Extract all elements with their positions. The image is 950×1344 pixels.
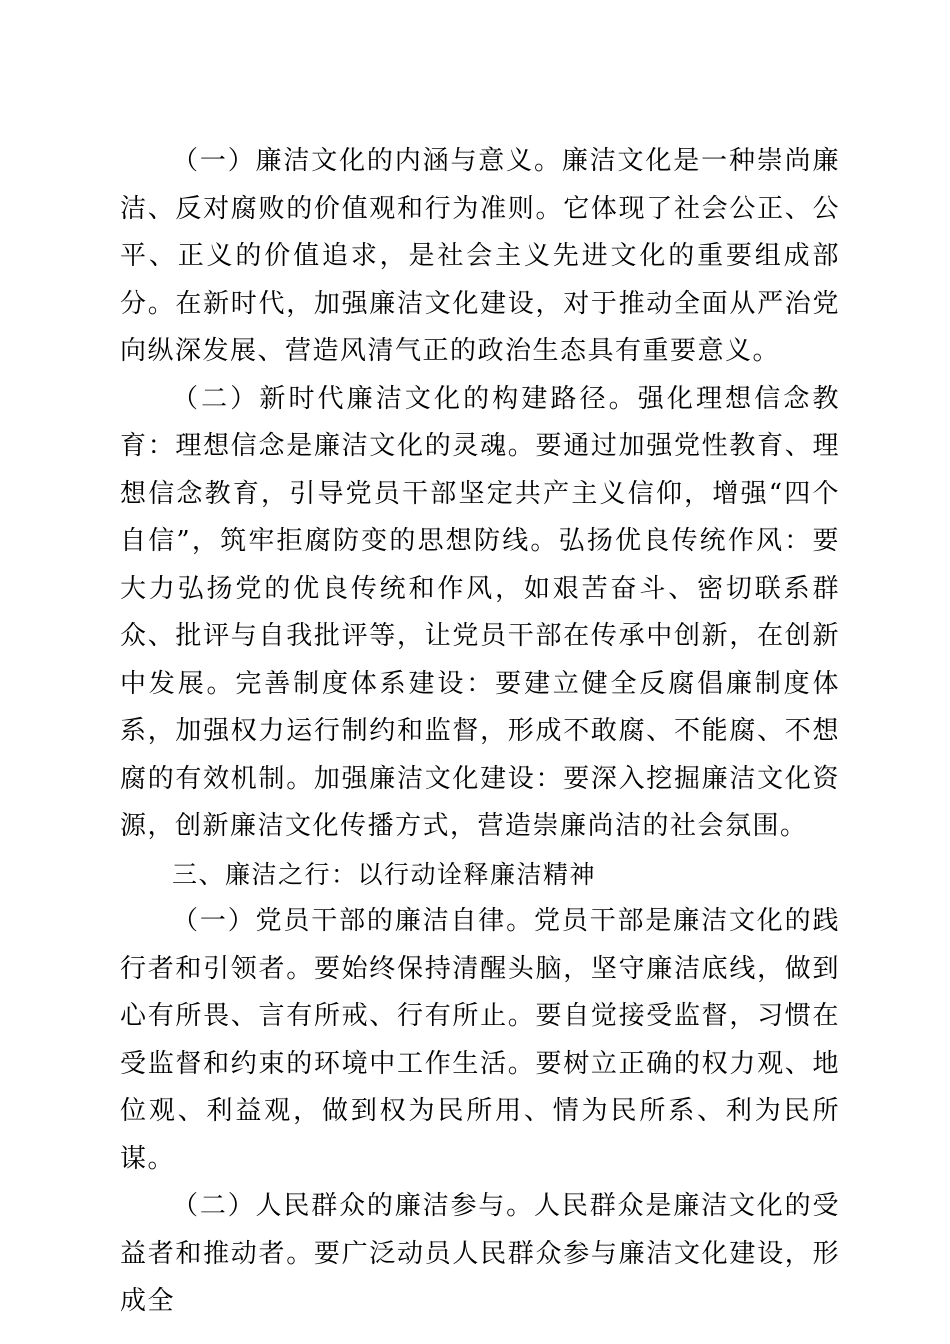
paragraph-body: 强化理想信念教育：理想信念是廉洁文化的灵魂。要通过加强党性教育、理想信念教育，引导党员干部坚定共产主义信仰，增强“四个自信”，筑牢拒腐防变的思想防线。弘扬优良传统作风：要大力弘扬党的优良传统和作风，如艰苦奋斗、密切联系群众、批评与自我批评等，让党员干部在传承中创新，在创新中发展。完善制度体系建设：要建立健全反腐倡廉制度体系，加强权力运行制约和监督，形成不敢腐、不能腐、不想腐的有效机制。加强廉洁文化建设：要深入挖掘廉洁文化资源，创新廉洁文化传播方式，营造崇廉尚洁的社会氛围。 xyxy=(120,383,840,841)
paragraph-lead: （二）人民群众的廉洁参与。 xyxy=(172,1191,535,1221)
paragraph-lead: （一）党员干部的廉洁自律。 xyxy=(172,906,535,936)
section-heading: 三、廉洁之行：以行动诠释廉洁精神 xyxy=(172,859,597,889)
paragraph-body: 人民群众是廉洁文化的受益者和推动者。要广泛动员人民群众参与廉洁文化建设，形成全 xyxy=(120,1191,840,1316)
paragraph-body: 廉洁文化是一种崇尚廉洁、反对腐败的价值观和行为准则。它体现了社会公正、公平、正义的价值追求，是社会主义先进文化的重要组成部分。在新时代，加强廉洁文化建设，对于推动全面从严治党向纵深发展、营造风清气正的政治生态具有重要意义。 xyxy=(120,146,840,366)
paragraph-body: 党员干部是廉洁文化的践行者和引领者。要始终保持清醒头脑，坚守廉洁底线，做到心有所畏、言有所戒、行有所止。要自觉接受监督，习惯在受监督和约束的环境中工作生活。要树立正确的权力观、地位观、利益观，做到权为民所用、情为民所系、利为民所谋。 xyxy=(120,906,840,1174)
paragraph-culture-meaning xyxy=(120,138,840,376)
paragraph-construction-path xyxy=(120,376,840,851)
paragraph-lead: （一）廉洁文化的内涵与意义。 xyxy=(172,146,562,176)
paragraph-public-participation xyxy=(120,1183,840,1326)
paragraph-party-self-discipline xyxy=(120,898,840,1183)
paragraph-lead: （二）新时代廉洁文化的构建路径。 xyxy=(172,383,638,414)
document-body xyxy=(120,138,840,1326)
